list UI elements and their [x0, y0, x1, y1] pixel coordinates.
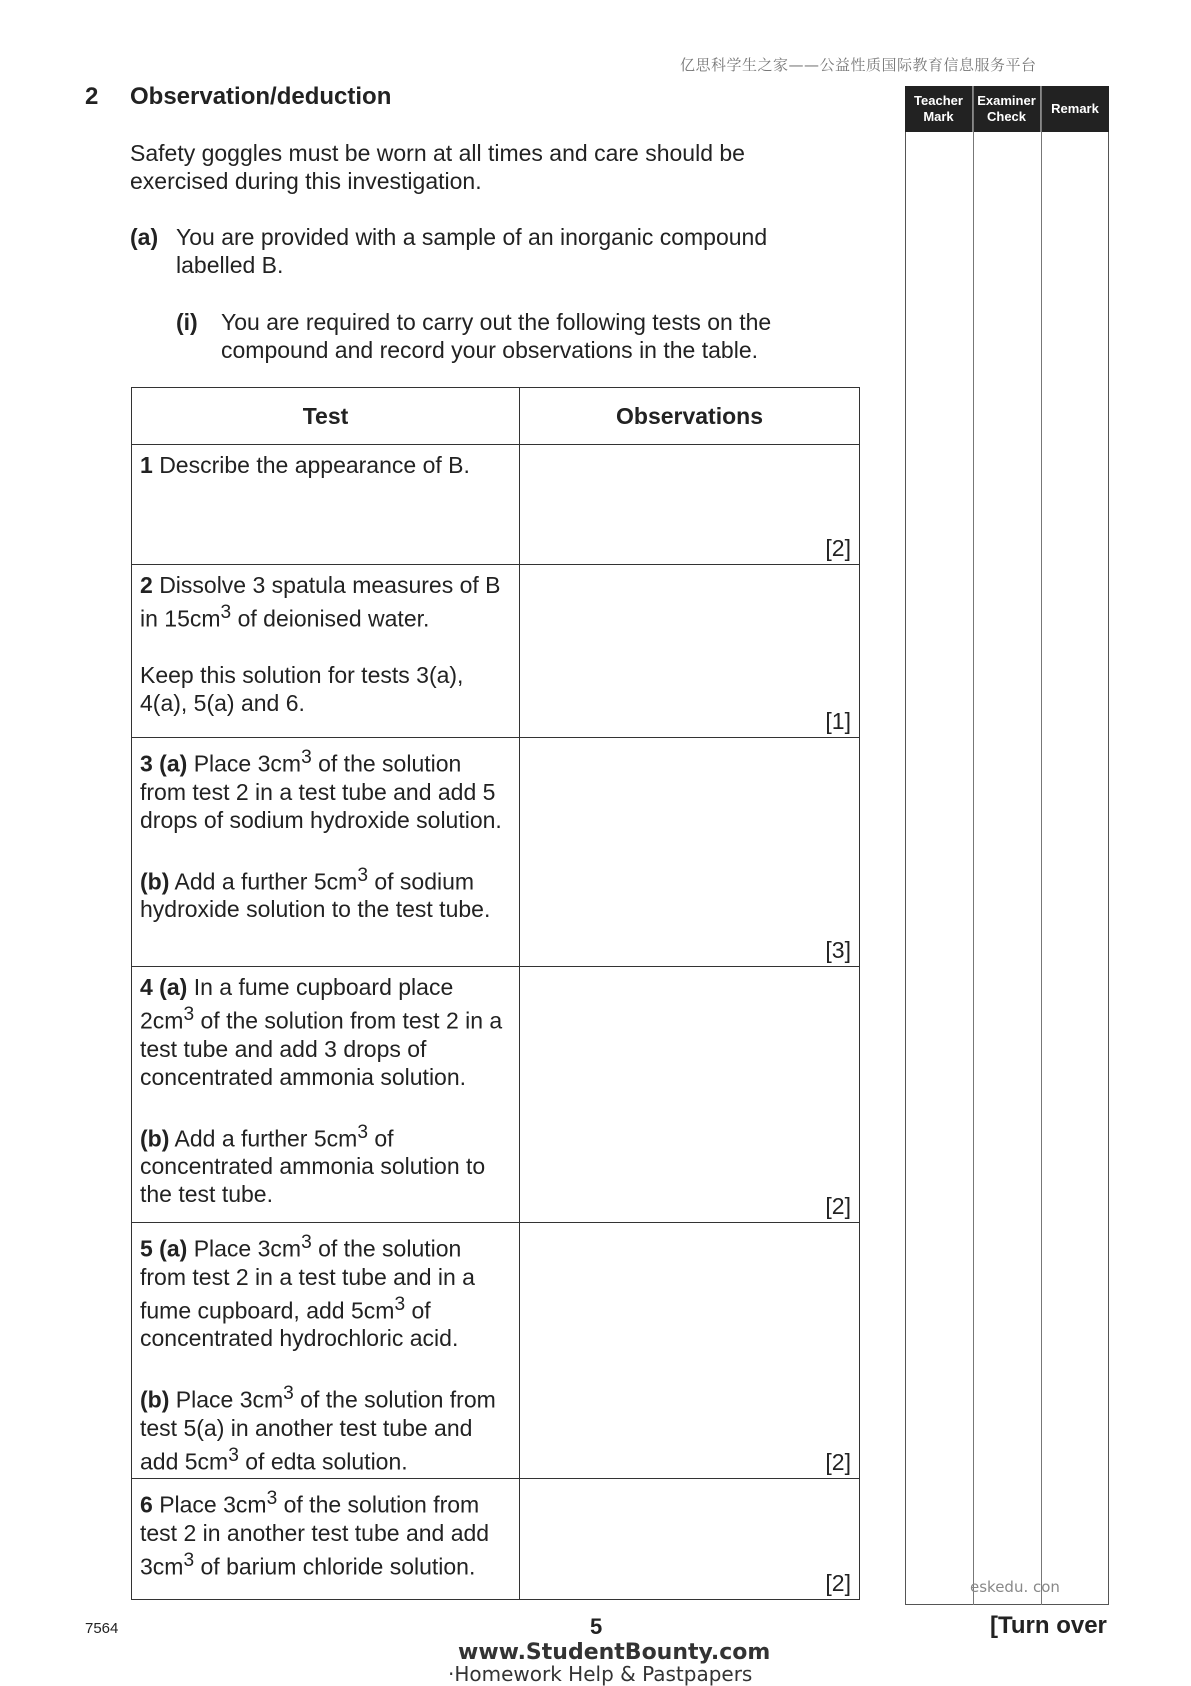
- part-a-label: (a): [130, 224, 159, 250]
- observation-cell[interactable]: [520, 738, 860, 967]
- test-text: Describe the appearance of B.: [159, 452, 470, 478]
- test-text: of sodium hydroxide solution to the test tube.: [140, 868, 491, 923]
- superscript: 3: [394, 1293, 406, 1315]
- observation-cell[interactable]: [520, 445, 860, 565]
- test-text: of concentrated hydrochloric acid.: [140, 1297, 459, 1352]
- marks-label: [1]: [825, 708, 851, 734]
- site-watermark: www.StudentBounty.com: [458, 1640, 771, 1665]
- table-row: [132, 738, 860, 967]
- test-cell: [132, 967, 520, 1223]
- safety-notice: Safety goggles must be worn at all times and care should be exercised during this investigation.: [130, 140, 745, 194]
- test-text: Place 3cm: [175, 1386, 284, 1413]
- header-observations: Observations: [520, 388, 860, 445]
- test-text: Add a further 5cm: [174, 1125, 358, 1152]
- test-text: of the solution from test 2 in a test tube and in a fume cupboard, add 5cm: [140, 1235, 475, 1324]
- part-i-text: You are required to carry out the following tests on the compound and record your observations in the table.: [221, 309, 772, 363]
- marking-panel-header: [905, 86, 1109, 132]
- test-number: 3 (a): [140, 750, 188, 777]
- marking-panel: [905, 86, 1109, 1605]
- test-text: of the solution from test 2 in a test tube and add 3 drops of concentrated ammonia solution.: [140, 1007, 503, 1090]
- test-text: of the solution from test 2 in another test tube and add 3cm: [140, 1491, 490, 1580]
- test-cell: [132, 445, 520, 565]
- table-row: [132, 1223, 860, 1479]
- test-cell: [132, 738, 520, 967]
- part-b-label: (b): [140, 1386, 170, 1413]
- table-header-row: [132, 388, 860, 445]
- part-i-label: (i): [176, 309, 198, 335]
- test-text: Place 3cm: [193, 1235, 302, 1262]
- table-row: [132, 565, 860, 738]
- observation-cell[interactable]: [520, 967, 860, 1223]
- part-b-label: (b): [140, 868, 170, 895]
- marks-label: [2]: [825, 1449, 851, 1475]
- observation-cell[interactable]: [520, 1223, 860, 1479]
- test-number: 2: [140, 572, 153, 598]
- test-number: 4 (a): [140, 974, 188, 1000]
- test-text: Place 3cm: [193, 750, 302, 777]
- test-text: In a fume cupboard place 2cm: [140, 974, 454, 1034]
- examiner-check-header: Examiner Check: [973, 86, 1041, 132]
- test-text: of concentrated ammonia solution to the test tube.: [140, 1125, 486, 1208]
- test-number: 1: [140, 452, 153, 478]
- superscript: 3: [357, 1121, 368, 1143]
- panel-divider: [1041, 86, 1042, 1605]
- marks-label: [2]: [825, 535, 851, 561]
- part-a-text: You are provided with a sample of an inorganic compound labelled B.: [176, 224, 768, 278]
- question-number: 2: [85, 83, 99, 110]
- test-text: of edta solution.: [238, 1448, 408, 1475]
- table-row: [132, 967, 860, 1223]
- superscript: 3: [266, 1488, 278, 1509]
- superscript: 3: [301, 747, 312, 768]
- watermark-footer: eskedu. con: [970, 1578, 1060, 1596]
- marks-label: [2]: [825, 1570, 851, 1596]
- part-b-label: (b): [140, 1125, 170, 1152]
- test-cell: [132, 1223, 520, 1479]
- page-number: 5: [590, 1614, 603, 1639]
- question-title: Observation/deduction: [130, 83, 392, 110]
- paper-code: 7564: [85, 1620, 119, 1637]
- test-note: Keep this solution for tests 3(a), 4(a), 5(a) and 6.: [140, 661, 464, 716]
- turn-over-label: [Turn over: [990, 1612, 1107, 1639]
- observation-cell[interactable]: [520, 565, 860, 738]
- observation-table: [131, 387, 860, 1600]
- marks-label: [3]: [825, 937, 851, 963]
- test-text: Dissolve 3 spatula measures of B in 15cm: [140, 572, 501, 632]
- superscript: 3: [357, 864, 368, 886]
- header-test: Test: [132, 388, 520, 445]
- test-text: of the solution from test 5(a) in another test tube and add 5cm: [140, 1386, 496, 1475]
- test-text: of deionised water.: [231, 605, 430, 632]
- panel-divider: [973, 86, 974, 1605]
- test-number: 6: [140, 1491, 153, 1518]
- superscript: 3: [301, 1232, 312, 1253]
- marks-label: [2]: [825, 1193, 851, 1219]
- test-text: of barium chloride solution.: [194, 1553, 476, 1580]
- site-tagline: ·Homework Help & Pastpapers: [448, 1662, 753, 1686]
- superscript: 3: [183, 1549, 195, 1571]
- test-text: Place 3cm: [159, 1491, 267, 1518]
- test-text: Add a further 5cm: [174, 868, 358, 895]
- watermark-header: 亿思科学生之家——公益性质国际教育信息服务平台: [680, 56, 1037, 74]
- test-cell: [132, 1479, 520, 1600]
- superscript: 3: [183, 1004, 195, 1025]
- table-row: [132, 1479, 860, 1600]
- test-text: of the solution from test 2 in a test tube and add 5 drops of sodium hydroxide solution.: [140, 750, 502, 833]
- test-cell: [132, 565, 520, 738]
- superscript: 3: [220, 602, 232, 623]
- observation-cell[interactable]: [520, 1479, 860, 1600]
- table-row: [132, 445, 860, 565]
- superscript: 3: [283, 1383, 294, 1405]
- superscript: 3: [228, 1444, 239, 1466]
- teacher-mark-header: Teacher Mark: [905, 86, 973, 132]
- remark-header: Remark: [1051, 101, 1099, 116]
- test-number: 5 (a): [140, 1235, 188, 1262]
